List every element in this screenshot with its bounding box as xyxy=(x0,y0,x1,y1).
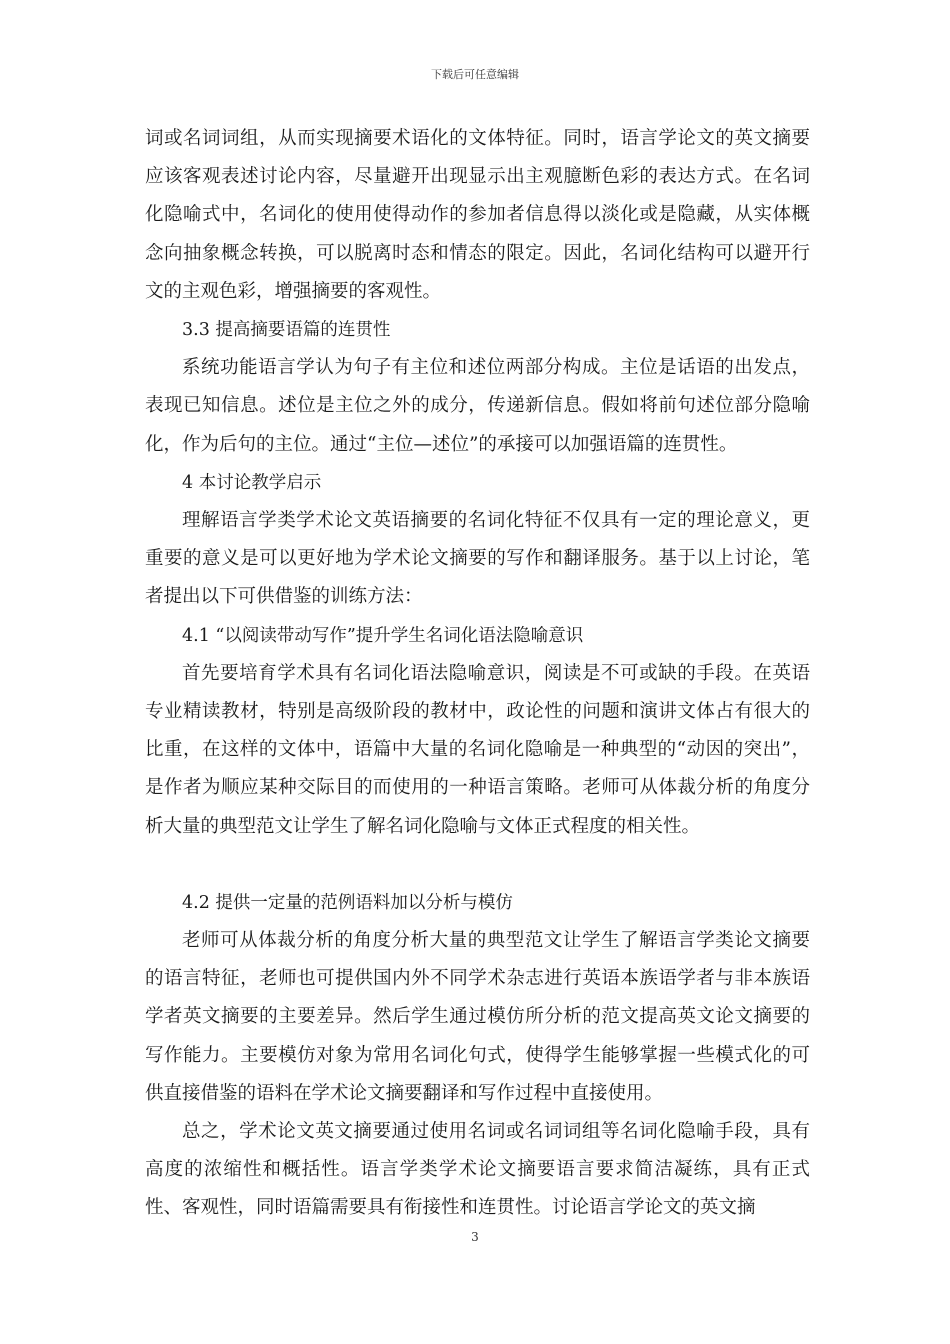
document-body xyxy=(145,120,810,1228)
section-heading-4-1: 4.1 “以阅读带动写作”提升学生名词化语法隐喻意识 xyxy=(182,625,584,646)
page-number: 3 xyxy=(471,1230,479,1244)
body-paragraph: 词或名词词组，从而实现摘要术语化的文体特征。同时，语言学论文的英文摘要应该客观表述讨论内容，尽量避开出现显示出主观臆断色彩的表达方式。在名词化隐喻式中，名词化的使用使得动作的参加者信息得以淡化或是隐藏，从实体概念向抽象概念转换，可以脱离时态和情态的限定。因此，名词化结构可以避开行文的主观色彩，增强摘要的客观性。 xyxy=(145,128,810,302)
body-paragraph: 老师可从体裁分析的角度分析大量的典型范文让学生了解语言学类论文摘要的语言特征，老师也可提供国内外不同学术杂志进行英语本族语学者与非本族语学者英文摘要的主要差异。然后学生通过模仿所分析的范文提高英文论文摘要的写作能力。主要模仿对象为常用名词化句式，使得学生能够掌握一些模式化的可供直接借鉴的语料在学术论文摘要翻译和写作过程中直接使用。 xyxy=(145,930,810,1104)
paragraph-spacer xyxy=(145,846,810,884)
body-paragraph: 首先要培育学术具有名词化语法隐喻意识，阅读是不可或缺的手段。在英语专业精读教材，特别是高级阶段的教材中，政论性的问题和演讲文体占有很大的比重，在这样的文体中，语篇中大量的名词化隐喻是一种典型的“动因的突出”，是作者为顺应某种交际目的而使用的一种语言策略。老师可从体裁分析的角度分析大量的典型范文让学生了解名词化隐喻与文体正式程度的相关性。 xyxy=(145,662,810,837)
page-header: 下载后可任意编辑 xyxy=(431,68,519,81)
body-paragraph: 系统功能语言学认为句子有主位和述位两部分构成。主位是话语的出发点，表现已知信息。述位是主位之外的成分，传递新信息。假如将前句述位部分隐喻化，作为后句的主位。通过“主位—述位”的承接可以加强语篇的连贯性。 xyxy=(145,357,810,455)
section-heading-3-3: 3.3 提高摘要语篇的连贯性 xyxy=(182,320,391,341)
section-heading-4: 4 本讨论教学启示 xyxy=(182,472,322,493)
body-paragraph: 总之，学术论文英文摘要通过使用名词或名词词组等名词化隐喻手段，具有高度的浓缩性和概括性。语言学类学术论文摘要语言要求简洁凝练，具有正式性、客观性，同时语篇需要具有衔接性和连贯性。讨论语言学论文的英文摘 xyxy=(145,1121,810,1219)
body-paragraph: 理解语言学类学术论文英语摘要的名词化特征不仅具有一定的理论意义，更重要的意义是可以更好地为学术论文摘要的写作和翻译服务。基于以上讨论，笔者提出以下可供借鉴的训练方法： xyxy=(145,510,810,608)
section-heading-4-2: 4.2 提供一定量的范例语料加以分析与模仿 xyxy=(182,892,513,913)
